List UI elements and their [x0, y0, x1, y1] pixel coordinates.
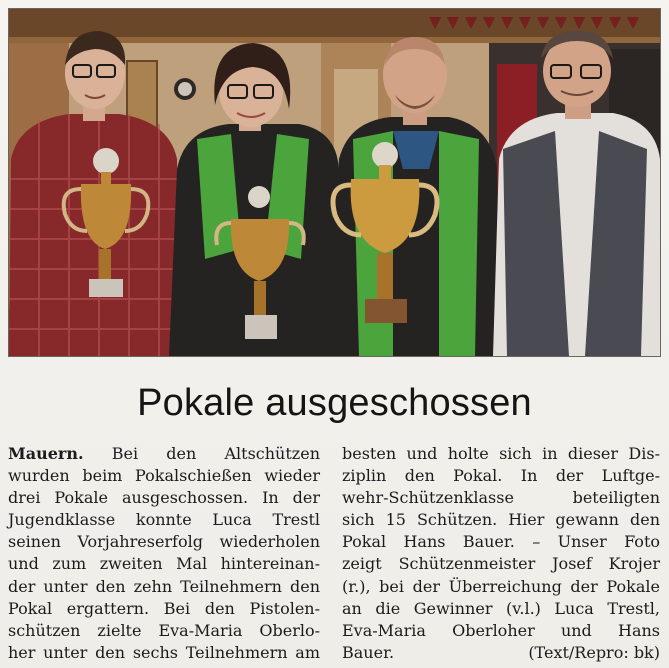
photo-credit: (Text/Repro: bk): [528, 642, 660, 662]
article-last-word: Bauer.: [342, 642, 395, 662]
article-line: wurden beim Pokalschießen wieder: [8, 466, 320, 486]
article-line: und zum zweiten Mal hintereinan-: [8, 554, 320, 574]
article-line: an die Gewinner (v.l.) Luca Trestl,: [342, 598, 660, 618]
article-line: schützen zielte Eva-Maria Oberlo-: [8, 620, 320, 640]
article-line: sich 15 Schützen. Hier gewann den: [342, 510, 660, 530]
article-line: Pokal Hans Bauer. – Unser Foto: [342, 532, 660, 552]
article-line: (r.), bei der Überreichung der Pokale: [342, 576, 660, 596]
article-line: her unter den sechs Teilnehmern am: [8, 642, 320, 662]
article-line: Pokal ergattern. Bei den Pistolen-: [8, 598, 320, 618]
article-photo: [8, 8, 661, 357]
article-line: drei Pokale ausgeschossen. In der: [8, 488, 320, 508]
article-line: Mauern. Bei den Altschützen: [8, 444, 320, 463]
article-line: der unter den zehn Teilnehmern den: [8, 576, 320, 596]
article-column-right: [342, 443, 660, 664]
article-headline: Pokale ausgeschossen: [137, 382, 532, 424]
article-line: seinen Vorjahreserfolg wiederholen: [8, 532, 320, 552]
article-line: zeigt Schützenmeister Josef Krojer: [342, 554, 660, 574]
article-line: wehr-Schützenklasse beteiligten: [342, 488, 660, 508]
article-line: besten und holte sich in dieser Dis-: [342, 444, 660, 463]
article-line: Jugendklasse konnte Luca Trestl: [8, 510, 320, 530]
article-line: Eva-Maria Oberloher und Hans: [342, 620, 660, 640]
article-final-line: [342, 642, 660, 664]
article-line: ziplin den Pokal. In der Luftge-: [342, 466, 660, 486]
article-column-left: [8, 443, 320, 664]
photo-illustration: [9, 9, 660, 356]
article-placeline: Mauern.: [8, 444, 84, 463]
